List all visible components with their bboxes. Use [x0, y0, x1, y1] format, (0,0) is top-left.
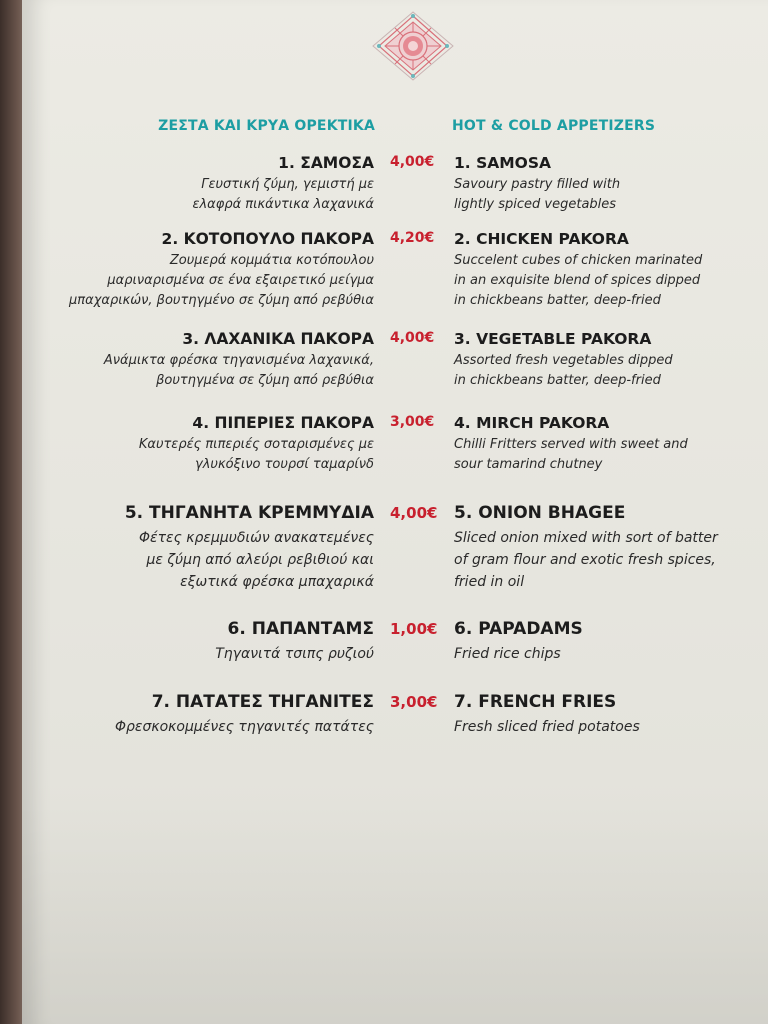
item-title-greek: 5. ΤΗΓΑΝΗΤΑ ΚΡΕΜΜΥΔΙΑ	[124, 503, 374, 523]
item-description-english: Sliced onion mixed with sort of batter of gram flour and exotic fresh spices, fried in oil	[454, 530, 718, 590]
item-description-english: Savoury pastry filled with lightly spiced vegetables	[454, 177, 621, 212]
item-title-english: 5. ONION BHAGEE	[454, 503, 626, 523]
item-description-greek: Γευστική ζύμη, γεμιστή με ελαφρά πικάντικα λαχανικά	[192, 177, 374, 212]
item-price: 3,00€	[390, 414, 435, 430]
item-description-english: Fresh sliced fried potatoes	[454, 719, 640, 735]
item-title-greek: 4. ΠΙΠΕΡΙΕΣ ΠΑΚΟΡΑ	[192, 414, 374, 432]
item-title-greek: 3. ΛΑΧΑΝΙΚΑ ΠΑΚΟΡΑ	[182, 330, 374, 348]
item-description-greek: Φέτες κρεμμυδιών ανακατεμένες με ζύμη από αλεύρι ρεβιθιού και εξωτικά φρέσκα μπαχαρικά	[139, 530, 374, 590]
item-title-english: 1. SAMOSA	[454, 154, 551, 172]
item-description-english: Chilli Fritters served with sweet and sour tamarind chutney	[454, 437, 688, 472]
item-title-english: 4. MIRCH PAKORA	[454, 414, 610, 432]
item-title-greek: 7. ΠΑΤΑΤΕΣ ΤΗΓΑΝΙΤΕΣ	[151, 692, 374, 712]
item-title-greek: 6. ΠΑΠΑΝΤΑΜΣ	[227, 619, 374, 639]
item-description-english: Fried rice chips	[454, 646, 561, 662]
item-price: 4,00€	[390, 504, 438, 522]
item-description-english: Assorted fresh vegetables dipped in chickbeans batter, deep-fried	[454, 353, 673, 388]
item-description-greek: Τηγανιτά τσιπς ρυζιού	[215, 646, 374, 662]
mandala-ornament-icon	[368, 10, 458, 82]
item-price: 1,00€	[390, 620, 438, 638]
item-title-english: 6. PAPADAMS	[454, 619, 583, 639]
item-description-greek: Ζουμερά κομμάτια κοτόπουλου μαριναρισμένα σε ένα εξαιρετικό μείγμα μπαχαρικών, βουτηγμένο σε ζύμη από ρεβύθια	[69, 253, 374, 308]
item-price: 3,00€	[390, 693, 438, 711]
section-title-english: HOT & COLD APPETIZERS	[452, 118, 656, 134]
item-description-greek: Ανάμικτα φρέσκα τηγανισμένα λαχανικά, βουτηγμένα σε ζύμη από ρεβύθια	[103, 353, 374, 388]
item-price: 4,00€	[390, 154, 435, 170]
item-title-greek: 1. ΣΑΜΟΣΑ	[278, 154, 374, 172]
item-description-greek: Φρεσκοκομμένες τηγανιτές πατάτες	[115, 719, 374, 735]
item-title-english: 2. CHICKEN PAKORA	[454, 230, 629, 248]
item-title-greek: 2. ΚΟΤΟΠΟΥΛΟ ΠΑΚΟΡΑ	[161, 230, 374, 248]
item-price: 4,00€	[390, 330, 435, 346]
item-title-english: 3. VEGETABLE PAKORA	[454, 330, 652, 348]
item-title-english: 7. FRENCH FRIES	[454, 692, 617, 712]
item-description-english: Succelent cubes of chicken marinated in an exquisite blend of spices dipped in chickbeans batter, deep-fried	[454, 253, 703, 308]
item-price: 4,20€	[390, 230, 435, 246]
item-description-greek: Καυτερές πιπεριές σοταρισμένες με γλυκόξινο τουρσί ταμαρίνδ	[138, 437, 374, 472]
section-title-greek: ΖΕΣΤΑ ΚΑΙ ΚΡΥΑ ΟΡΕΚΤΙΚΑ	[158, 118, 375, 134]
